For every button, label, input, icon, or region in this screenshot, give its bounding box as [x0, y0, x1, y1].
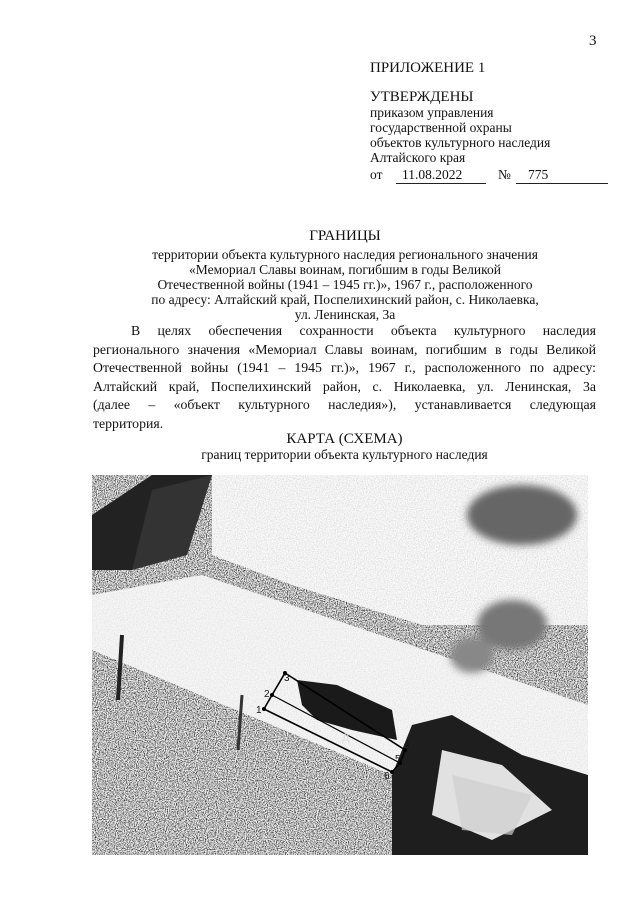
- body-line: Алтайский край, Поспелихинский район, с. Николаевка, ул. Ленинская, 3а: [93, 378, 596, 394]
- order-number: 775: [516, 167, 608, 184]
- approval-line: государственной охраны: [370, 120, 512, 135]
- heading-line: Отечественной войны (1941 – 1945 гг.)», 1967 г., расположенного: [157, 277, 533, 292]
- body-paragraph: [93, 322, 596, 433]
- heading-line: ул. Ленинская, 3а: [294, 307, 396, 322]
- point-label-2: 2: [264, 689, 270, 700]
- boundary-point: [262, 707, 266, 711]
- approval-line: объектов культурного наследия: [370, 135, 551, 150]
- order-date: 11.08.2022: [396, 167, 486, 184]
- number-sign: №: [498, 167, 511, 182]
- date-prefix: от: [370, 167, 383, 182]
- house-label: Д: [342, 732, 350, 744]
- approval-block: [370, 60, 610, 185]
- boundary-map: [92, 475, 588, 855]
- map-title: КАРТА (СХЕМА): [286, 431, 403, 447]
- heading-line: по адресу: Алтайский край, Поспелихинский район, с. Николаевка,: [151, 292, 539, 307]
- appendix-label: ПРИЛОЖЕНИЕ 1: [370, 60, 486, 76]
- body-line: (далее – «объект культурного наследия»), устанавливается следующая: [93, 397, 596, 412]
- map-subtitle: границ территории объекта культурного наследия: [201, 447, 488, 462]
- heading-line: территории объекта культурного наследия регионального значения: [152, 247, 538, 262]
- approval-line: приказом управления: [370, 105, 494, 120]
- body-line: В целях обеспечения сохранности объекта культурного наследия: [131, 323, 596, 338]
- point-label-4: 4: [404, 739, 410, 750]
- point-label-3: 3: [284, 673, 290, 684]
- map-heading: [93, 431, 596, 462]
- heading-title: ГРАНИЦЫ: [309, 228, 381, 244]
- point-label-6: 6: [384, 771, 390, 782]
- body-line: Отечественной войны (1941 – 1945 гг.)», 1967 г., расположенного по адресу:: [93, 360, 596, 375]
- document-heading: [110, 228, 580, 322]
- point-label-1: 1: [256, 705, 262, 716]
- point-label-5: 5: [395, 754, 401, 765]
- boundary-point: [390, 770, 394, 774]
- approved-title: УТВЕРЖДЕНЫ: [370, 89, 474, 105]
- map-image: [92, 475, 588, 855]
- approval-line: Алтайского края: [370, 150, 466, 165]
- page-number: 3: [589, 33, 597, 49]
- heading-line: «Мемориал Славы воинам, погибшим в годы Великой: [189, 262, 501, 277]
- order-line: [370, 167, 610, 185]
- boundary-point: [270, 693, 274, 697]
- body-line: регионального значения «Мемориал Славы воинам, погибшим в годы Великой: [93, 341, 596, 357]
- body-line: территория.: [93, 415, 164, 431]
